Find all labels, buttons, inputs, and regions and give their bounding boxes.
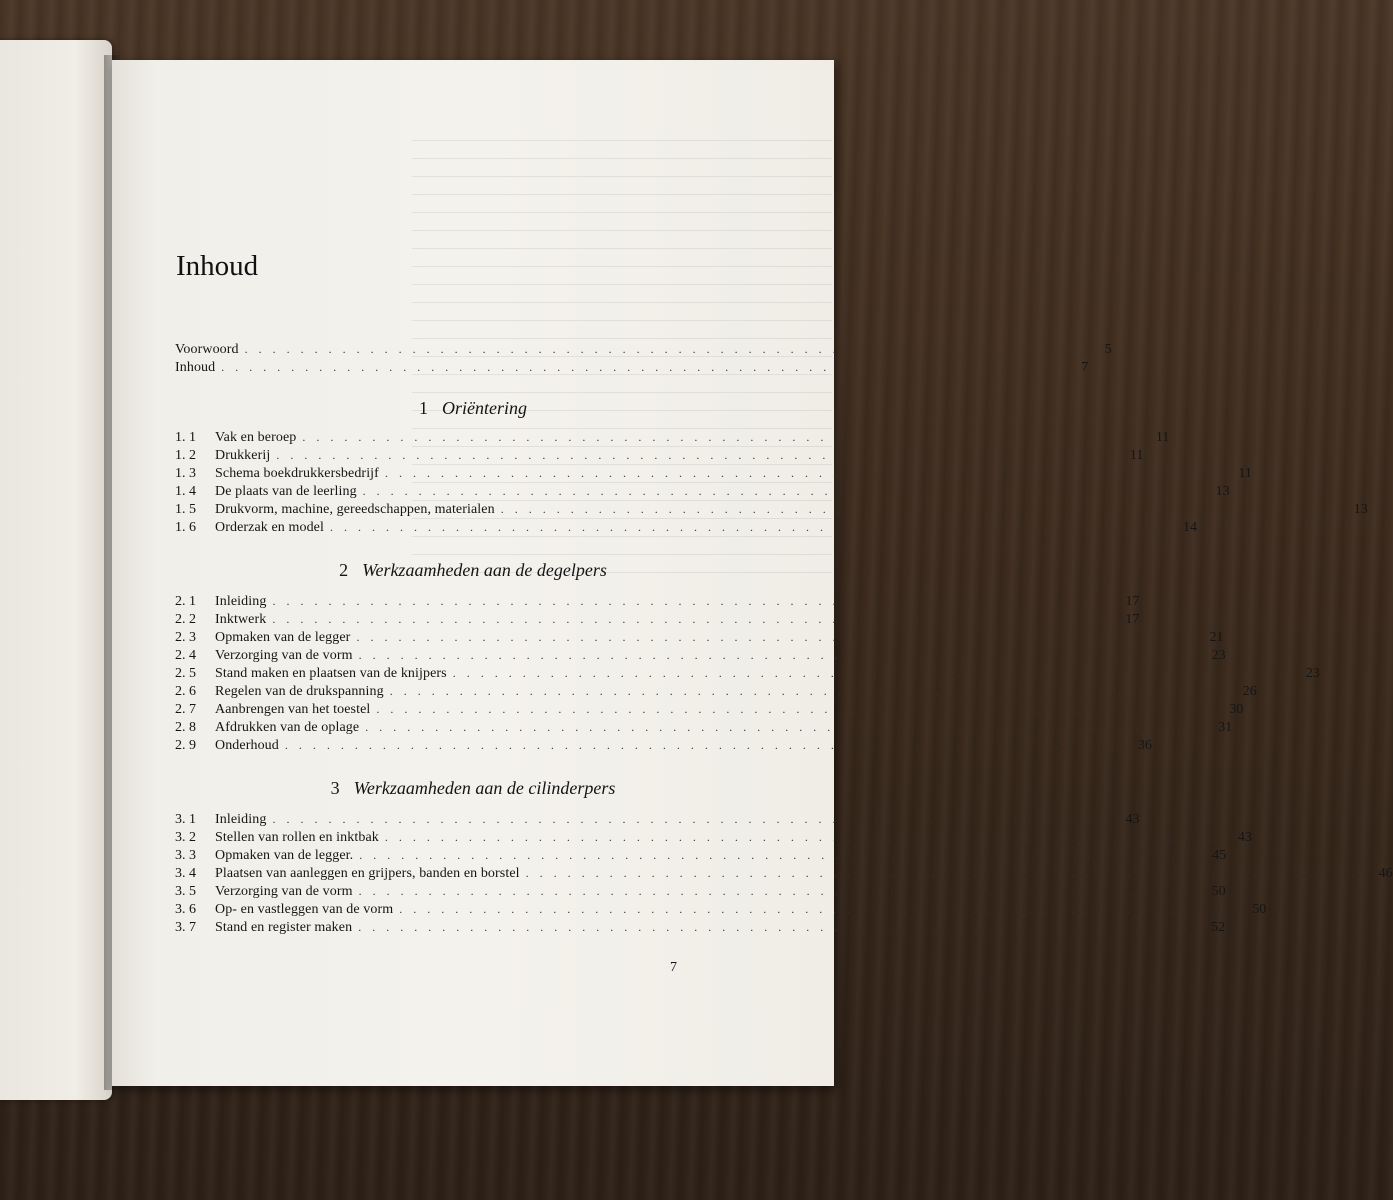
toc-section [175,866,1393,884]
dot-leader: . . . . . . . . . . . . . . . . . . . . . . . . . . . . . . . . . . . . . . . . . . . . . . . . . . . . . . . . . . . . [399,902,1233,916]
dot-leader: . . . . . . . . . . . . . . . . . . . . . . . . . . . . . . . . . . . . . . . . . . . . . . . . . . . . . . . . . . . . [365,720,1199,734]
section-number: 1. 2 [175,448,196,463]
toc-section [175,902,1267,920]
section-title: Vak en beroep [215,430,297,445]
section-title: Inktwerk [215,612,267,627]
book-page [112,60,1393,1086]
toc-section [175,812,1140,830]
dot-leader: . . . . . . . . . . . . . . . . . . . . . . . . . . . . . . . . . . . . . . . . . . . . . . . . . . . . . . . . . . . . [358,920,1192,934]
toc-section [175,484,1230,502]
section-page: 14 [1182,520,1197,535]
dot-leader: . . . . . . . . . . . . . . . . . . . . . . . . . . . . . . . . . . . . . . . . . . . . . . . . . . . . . . . . . . . . [276,448,1110,462]
toc-entry-title: Inhoud [175,360,216,375]
dot-leader: . . . . . . . . . . . . . . . . . . . . . . . . . . . . . . . . . . . . . . . . . . . . . . . . . . . . . . . . . . . . [358,648,1192,662]
section-page: 36 [1137,738,1152,753]
toc-section [175,684,1257,702]
section-page: 43 [1237,830,1252,845]
section-page: 50 [1252,902,1267,917]
toc-section [175,720,1233,738]
section-title: De plaats van de leerling [215,484,357,499]
section-page: 43 [1125,812,1140,827]
toc-section [175,702,1244,720]
chapter-heading [112,398,834,419]
page-number: 7 [670,960,677,975]
section-number: 1. 4 [175,484,196,499]
toc-entry [175,342,1112,360]
dot-leader: . . . . . . . . . . . . . . . . . . . . . . . . . . . . . . . . . . . . . . . . . . . . . . . . . . . . . . . . . . . . [272,612,1106,626]
toc-section [175,594,1140,612]
dot-leader: . . . . . . . . . . . . . . . . . . . . . . . . . . . . . . . . . . . . . . . . . . . . . . . . . . . . . . . . . . . . [358,884,1192,898]
section-page: 13 [1215,484,1230,499]
section-page: 11 [1129,448,1144,463]
dot-leader: . . . . . . . . . . . . . . . . . . . . . . . . . . . . . . . . . . . . . . . . . . . . . . . . . . . . . . . . . . . . [272,594,1106,608]
toc-section [175,666,1320,684]
toc-section [175,848,1227,866]
section-title: Afdrukken van de oplage [215,720,360,735]
section-number: 1. 3 [175,466,196,481]
dot-leader: . . . . . . . . . . . . . . . . . . . . . . . . . . . . . . . . . . . . . . . . . . . . . . . . . . . . . . . . . . . . [272,812,1106,826]
toc-entry [175,360,1089,378]
chapter-number: 3 [330,778,340,798]
chapter-title: Oriëntering [442,398,527,418]
toc-entry-title: Voorwoord [175,342,239,357]
section-page: 46 [1378,866,1393,881]
section-title: Verzorging van de vorm [215,884,353,899]
section-number: 2. 6 [175,684,196,699]
section-number: 2. 7 [175,702,196,717]
section-number: 3. 3 [175,848,196,863]
dot-leader: . . . . . . . . . . . . . . . . . . . . . . . . . . . . . . . . . . . . . . . . . . . . . . . . . . . . . . . . . . . . [359,848,1193,862]
dot-leader: . . . . . . . . . . . . . . . . . . . . . . . . . . . . . . . . . . . . . . . . . . . . . . . . . . . . . . . . . . . . [452,666,1286,680]
section-number: 2. 9 [175,738,196,753]
toc-section [175,884,1226,902]
section-page: 45 [1212,848,1227,863]
section-title: Aanbrengen van het toestel [215,702,371,717]
section-page: 23 [1305,666,1320,681]
toc-entry-page: 5 [1104,342,1112,357]
section-page: 13 [1353,502,1368,517]
section-number: 3. 2 [175,830,196,845]
section-page: 50 [1211,884,1226,899]
chapter-number: 2 [339,560,349,580]
toc-section [175,830,1252,848]
dot-leader: . . . . . . . . . . . . . . . . . . . . . . . . . . . . . . . . . . . . . . . . . . . . . . . . . . . . . . . . . . . . [525,866,1359,880]
dot-leader: . . . . . . . . . . . . . . . . . . . . . . . . . . . . . . . . . . . . . . . . . . . . . . . . . . . . . . . . . . . . [389,684,1223,698]
toc-section [175,466,1252,484]
chapter-number: 1 [419,398,428,418]
toc-section [175,648,1226,666]
dot-leader: . . . . . . . . . . . . . . . . . . . . . . . . . . . . . . . . . . . . . . . . . . . . . . . . . . . . . . . . . . . . [302,430,1136,444]
dot-leader: . . . . . . . . . . . . . . . . . . . . . . . . . . . . . . . . . . . . . . . . . . . . . . . . . . . . . . . . . . . . [356,630,1190,644]
dot-leader: . . . . . . . . . . . . . . . . . . . . . . . . . . . . . . . . . . . . . . . . . . . . . . . . . . . . . . . . . . . . [284,738,1118,752]
section-number: 2. 4 [175,648,196,663]
dot-leader: . . . . . . . . . . . . . . . . . . . . . . . . . . . . . . . . . . . . . . . . . . . . . . . . . . . . . . . . . . . . [362,484,1196,498]
chapter-heading [112,560,834,581]
toc-section [175,738,1152,756]
section-number: 3. 1 [175,812,196,827]
section-title: Inleiding [215,812,267,827]
section-page: 23 [1211,648,1226,663]
section-number: 1. 5 [175,502,196,517]
section-title: Drukvorm, machine, gereedschappen, materialen [215,502,495,517]
chapter-title: Werkzaamheden aan de degelpers [362,560,607,580]
dot-leader: . . . . . . . . . . . . . . . . . . . . . . . . . . . . . . . . . . . . . . . . . . . . . . . . . . . . . . . . . . . . [376,702,1210,716]
section-title: Regelen van de drukspanning [215,684,384,699]
section-title: Opmaken van de legger. [215,848,354,863]
dot-leader: . . . . . . . . . . . . . . . . . . . . . . . . . . . . . . . . . . . . . . . . . . . . . . . . . . . . . . . . . . . . [221,360,1055,374]
section-title: Verzorging van de vorm [215,648,353,663]
section-page: 26 [1242,684,1257,699]
section-title: Op- en vastleggen van de vorm [215,902,394,917]
section-title: Plaatsen van aanleggen en grijpers, banden en borstel [215,866,520,881]
section-number: 3. 4 [175,866,196,881]
section-number: 3. 5 [175,884,196,899]
section-page: 30 [1229,702,1244,717]
dot-leader: . . . . . . . . . . . . . . . . . . . . . . . . . . . . . . . . . . . . . . . . . . . . . . . . . . . . . . . . . . . . [244,342,1078,356]
section-title: Stellen van rollen en inktbak [215,830,379,845]
section-number: 2. 2 [175,612,196,627]
section-page: 17 [1125,612,1140,627]
facing-page [0,40,112,1100]
section-page: 31 [1218,720,1233,735]
section-title: Stand en register maken [215,920,353,935]
section-page: 11 [1155,430,1170,445]
section-page: 21 [1209,630,1224,645]
dot-leader: . . . . . . . . . . . . . . . . . . . . . . . . . . . . . . . . . . . . . . . . . . . . . . . . . . . . . . . . . . . . [384,830,1218,844]
section-number: 3. 6 [175,902,196,917]
toc-section [175,920,1226,938]
toc-section [175,430,1170,448]
dot-leader: . . . . . . . . . . . . . . . . . . . . . . . . . . . . . . . . . . . . . . . . . . . . . . . . . . . . . . . . . . . . [384,466,1218,480]
section-title: Schema boekdrukkersbedrijf [215,466,379,481]
section-title: Opmaken van de legger [215,630,351,645]
toc-section [175,630,1224,648]
section-number: 1. 1 [175,430,196,445]
section-title: Stand maken en plaatsen van de knijpers [215,666,447,681]
section-number: 2. 1 [175,594,196,609]
chapter-title: Werkzaamheden aan de cilinderpers [353,778,616,798]
section-title: Onderhoud [215,738,279,753]
toc-section [175,502,1368,520]
toc-section [175,520,1197,538]
toc-section [175,448,1144,466]
section-number: 1. 6 [175,520,196,535]
toc-section [175,612,1140,630]
chapter-heading [112,778,834,799]
dot-leader: . . . . . . . . . . . . . . . . . . . . . . . . . . . . . . . . . . . . . . . . . . . . . . . . . . . . . . . . . . . . [500,502,1334,516]
section-title: Orderzak en model [215,520,324,535]
section-page: 52 [1211,920,1226,935]
section-title: Drukkerij [215,448,271,463]
page-title: Inhoud [176,250,259,282]
section-number: 2. 5 [175,666,196,681]
toc-entry-page: 7 [1081,360,1089,375]
section-page: 17 [1125,594,1140,609]
section-number: 2. 3 [175,630,196,645]
section-number: 3. 7 [175,920,196,935]
dot-leader: . . . . . . . . . . . . . . . . . . . . . . . . . . . . . . . . . . . . . . . . . . . . . . . . . . . . . . . . . . . . [329,520,1163,534]
section-title: Inleiding [215,594,267,609]
section-number: 2. 8 [175,720,196,735]
section-page: 11 [1238,466,1252,481]
